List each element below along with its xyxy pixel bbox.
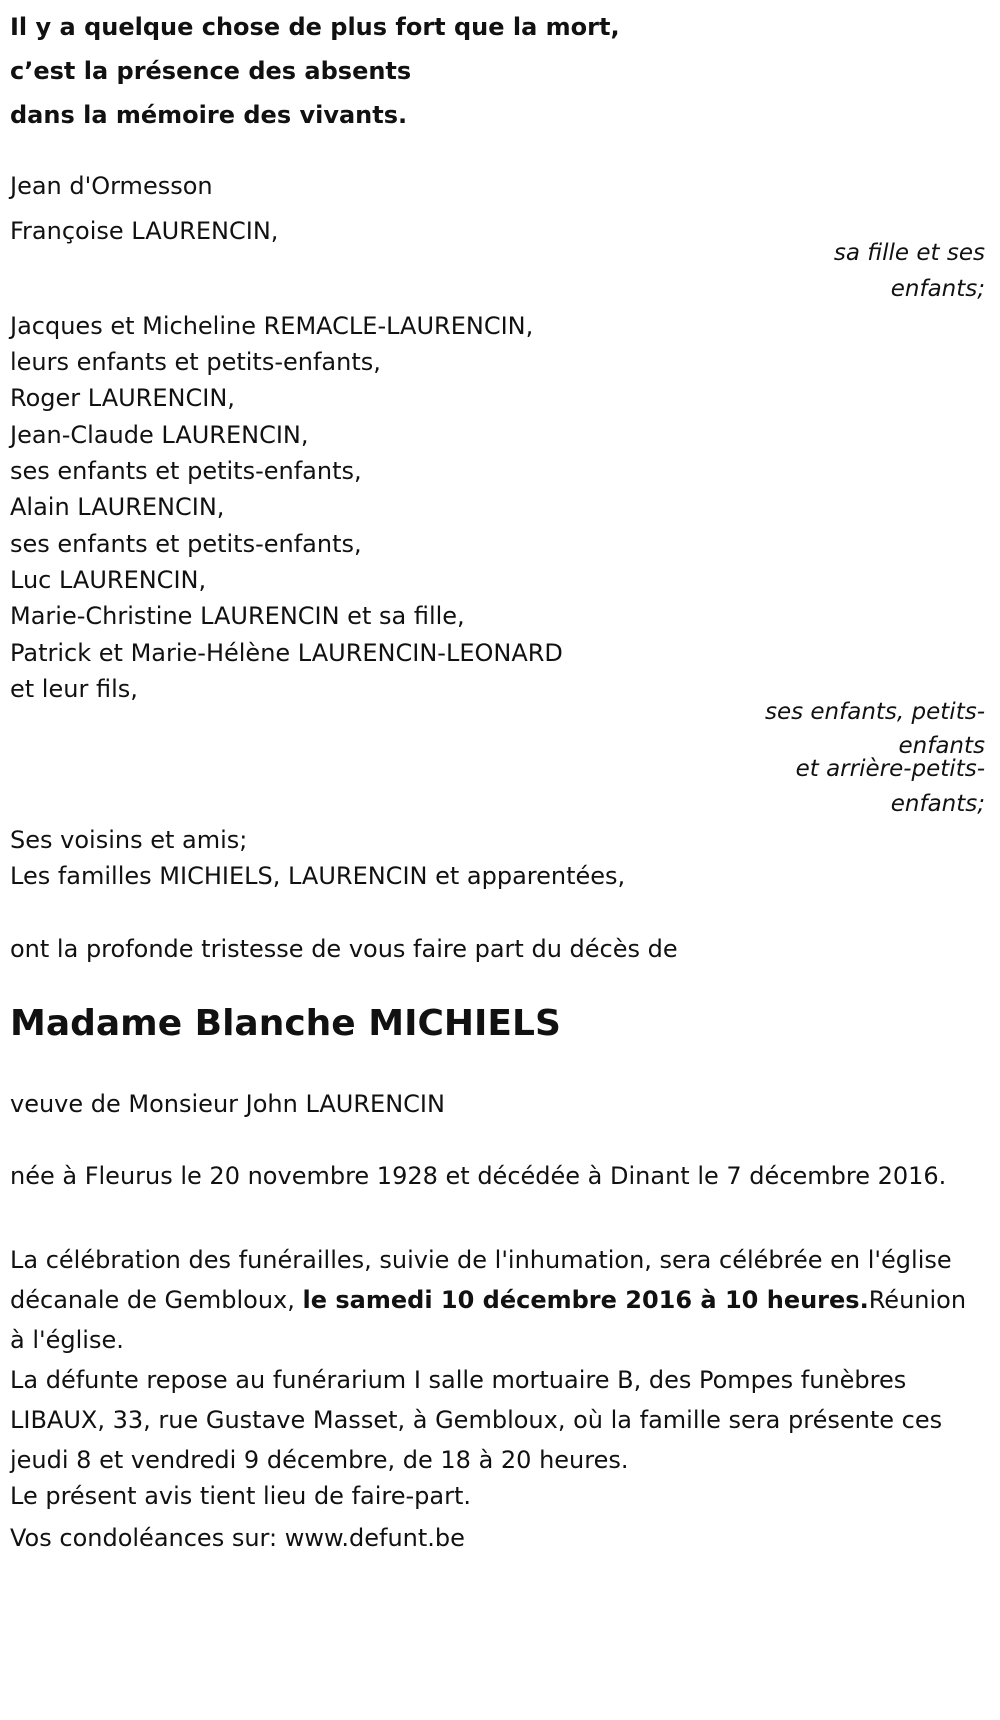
family-member: Luc LAURENCIN, bbox=[10, 566, 207, 594]
quote-line-1: Il y a quelque chose de plus fort que la mort, bbox=[10, 13, 620, 41]
funeral-date: le samedi 10 décembre 2016 à 10 heures. bbox=[302, 1286, 869, 1314]
funeral-intro: La célébration des funérailles, suivie de l'inhumation, sera célébrée en l'église décanale de Gembloux, bbox=[10, 1246, 952, 1314]
family-member: Roger LAURENCIN, bbox=[10, 384, 235, 412]
notice: Le présent avis tient lieu de faire-part. bbox=[10, 1482, 472, 1510]
family-member: et leur fils, bbox=[10, 675, 138, 703]
funeral-paragraph bbox=[10, 1240, 970, 1360]
members-relation-3: et arrière-petits- bbox=[795, 756, 985, 782]
quote-line-3: dans la mémoire des vivants. bbox=[10, 101, 408, 129]
family-first: Françoise LAURENCIN, bbox=[10, 217, 279, 245]
widow-of: veuve de Monsieur John LAURENCIN bbox=[10, 1090, 445, 1118]
family-member: ses enfants et petits-enfants, bbox=[10, 530, 362, 558]
family-member: Alain LAURENCIN, bbox=[10, 493, 225, 521]
family-others-1: Ses voisins et amis; bbox=[10, 826, 248, 854]
family-others-2: Les familles MICHIELS, LAURENCIN et apparentées, bbox=[10, 862, 626, 890]
quote-author: Jean d'Ormesson bbox=[10, 172, 213, 200]
family-member: ses enfants et petits-enfants, bbox=[10, 457, 362, 485]
family-member: leurs enfants et petits-enfants, bbox=[10, 348, 381, 376]
members-relation-4: enfants; bbox=[890, 791, 985, 817]
family-member: Jean-Claude LAURENCIN, bbox=[10, 421, 309, 449]
family-member: Marie-Christine LAURENCIN et sa fille, bbox=[10, 602, 465, 630]
announcement: ont la profonde tristesse de vous faire part du décès de bbox=[10, 935, 678, 963]
family-first-relation-2: enfants; bbox=[890, 276, 985, 302]
funeral-meeting: Réunion à l'église. bbox=[10, 1286, 967, 1354]
condolences: Vos condoléances sur: www.defunt.be bbox=[10, 1524, 465, 1552]
members-relation-1: ses enfants, petits- bbox=[764, 699, 985, 725]
rest-paragraph: La défunte repose au funérarium I salle mortuaire B, des Pompes funèbres LIBAUX, 33, rue Gustave Masset, à Gembloux, où la famille sera présente ces jeudi 8 et vendredi 9 décembre, de 18 à 20 heures. bbox=[10, 1366, 943, 1474]
family-member: Jacques et Micheline REMACLE-LAURENCIN, bbox=[10, 312, 534, 340]
members-relation-2: enfants bbox=[898, 733, 985, 759]
birth-death: née à Fleurus le 20 novembre 1928 et décédée à Dinant le 7 décembre 2016. bbox=[10, 1162, 947, 1190]
quote-line-2: c’est la présence des absents bbox=[10, 57, 412, 85]
family-first-relation-1: sa fille et ses bbox=[833, 240, 985, 266]
family-member: Patrick et Marie-Hélène LAURENCIN-LEONARD bbox=[10, 639, 563, 667]
deceased-name: Madame Blanche MICHIELS bbox=[10, 1003, 561, 1044]
